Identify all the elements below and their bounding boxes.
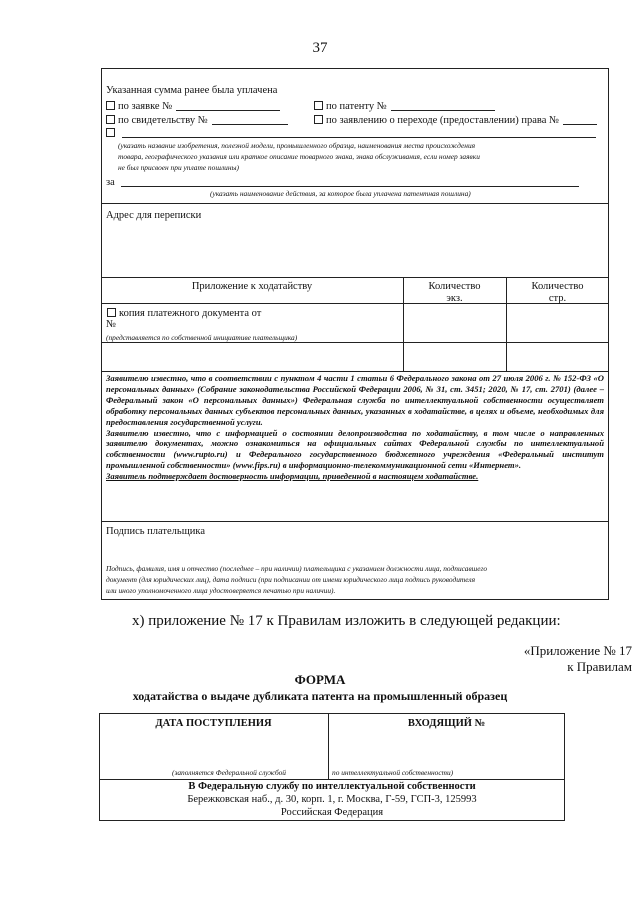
extra-attachment-field[interactable] [103, 344, 401, 370]
pages-count-field[interactable] [508, 305, 607, 341]
attachment-item [107, 308, 261, 320]
by-certificate-row [106, 115, 288, 127]
paid-hint-line-2: товара, географического указания или краткое описание товарного знака, знака обслуживания, если номер заявки [118, 152, 480, 161]
page-number: 37 [312, 40, 328, 56]
by-transfer-row [314, 115, 597, 127]
signature-label: Подпись плательщика [106, 526, 206, 537]
by-application-number-field[interactable] [176, 101, 280, 111]
by-application-row [106, 101, 280, 113]
incoming-number-field[interactable] [330, 733, 563, 767]
by-certificate-label: по свидетельству № [118, 115, 208, 126]
receipt-date-label: ДАТА ПОСТУПЛЕНИЯ [155, 718, 272, 729]
incoming-number-label: ВХОДЯЩИЙ № [407, 718, 486, 729]
personal-data-notice [106, 373, 604, 482]
notice-paragraph-1: Заявителю известно, что в соответствии с пунктом 4 части 1 статьи 6 Федерального закона от 27 июля 2006 г. № 152-ФЗ «О персональных данных» (Собрание законодательства Российской Федерации 2006, № 31, ст. 3451; 2020, № 17, ст. 2701) (далее – Федеральный закон «О персональных данных») Федеральная служба по интеллектуальной собственности осуществляет обработку персональных данных субъектов персональных данных, указанных в ходатайстве, в целях и объеме, необходимых для предоставления государственной услуги. [106, 373, 604, 427]
other-row [106, 128, 596, 140]
by-transfer-label: по заявлению о переходе (предоставлении) права № [326, 115, 560, 126]
appendix-ref-line-1: «Приложение № 17 [523, 643, 632, 658]
by-transfer-number-field[interactable] [563, 115, 597, 125]
qty-copies-unit: экз. [446, 293, 463, 304]
notice-paragraph-3: Заявитель подтверждает достоверность информации, приведенной в настоящем ходатайстве. [106, 471, 479, 482]
by-patent-label: по патенту № [326, 101, 387, 112]
other-checkbox[interactable] [106, 128, 115, 137]
paid-hint-line-1: (указать название изобретения, полезной модели, промышленного образца, наименования места происхождения [118, 141, 476, 150]
for-hint: (указать наименование действия, за которое была уплачена патентная пошлина) [210, 189, 471, 198]
payment-copy-number-label: № [106, 319, 117, 330]
qty-pages-header: Количество [531, 281, 584, 292]
by-certificate-number-field[interactable] [212, 115, 288, 125]
qty-pages-unit: стр. [548, 293, 567, 304]
addressee: В Федеральную службу по интеллектуальной собственности [188, 781, 476, 792]
signature-hint-line-1: Подпись, фамилия, имя и отчество (последнее – при наличии) плательщика с указанием должности лица, подписавшего [106, 564, 488, 573]
receipt-date-field[interactable] [101, 733, 326, 767]
by-transfer-checkbox[interactable] [314, 115, 323, 124]
qty-copies-header: Количество [428, 281, 481, 292]
signature-hint-line-3: или иного уполномоченного лица удостоверяется печатью при наличии). [106, 586, 336, 595]
notice-paragraph-2: Заявителю известно, что с информацией о состоянии делопроизводства по ходатайству, в том числе о направленных заявителю документах, можно ознакомиться на официальных сайтах Федеральной службы по интеллектуальной собственности (www.rupto.ru) и Федерального государственного бюджетного учреждения «Федеральный институт промышленной собственности» (www.fips.ru) в информационно-телекоммуникационной сети «Интернет». [106, 427, 604, 471]
for-action-field[interactable] [121, 177, 579, 187]
by-application-label: по заявке № [118, 101, 173, 112]
signature-hint-line-2: документ (для юридических лиц), дата подписи (при подписании от имени юридического лица подпись руководителя [106, 575, 476, 584]
payment-copy-hint: (представляется по собственной инициативе плательщика) [106, 333, 298, 342]
address-field[interactable] [104, 224, 604, 274]
other-description-field[interactable] [122, 128, 596, 138]
payment-copy-label: копия платежного документа от [119, 308, 262, 319]
by-patent-row [314, 101, 495, 113]
form-title: ФОРМА [294, 672, 346, 687]
signature-field[interactable] [104, 540, 604, 562]
filled-by-right: по интеллектуальной собственности) [332, 768, 454, 777]
form-subtitle: ходатайства о выдаче дубликата патента на промышленный образец [132, 689, 508, 703]
by-application-checkbox[interactable] [106, 101, 115, 110]
for-label: за [106, 177, 115, 188]
appendix-ref-line-2: к Правилам [567, 659, 632, 674]
for-row [106, 177, 579, 189]
addressee-country: Российская Федерация [280, 807, 384, 818]
paid-section-title: Указанная сумма ранее была уплачена [106, 85, 278, 96]
payment-copy-checkbox[interactable] [107, 308, 116, 317]
by-certificate-checkbox[interactable] [106, 115, 115, 124]
amendment-instruction: х) приложение № 17 к Правилам изложить в следующей редакции: [132, 613, 561, 629]
address-label: Адрес для переписки [106, 210, 202, 221]
by-patent-checkbox[interactable] [314, 101, 323, 110]
addressee-address: Бережковская наб., д. 30, корп. 1, г. Москва, Г-59, ГСП-3, 125993 [187, 794, 477, 805]
paid-hint-line-3: не был присвоен при уплате пошлины) [118, 163, 239, 172]
filled-by-left: (заполняется Федеральной службой [172, 768, 286, 777]
copies-count-field[interactable] [405, 305, 504, 341]
by-patent-number-field[interactable] [391, 101, 495, 111]
attachments-header: Приложение к ходатайству [191, 281, 313, 292]
